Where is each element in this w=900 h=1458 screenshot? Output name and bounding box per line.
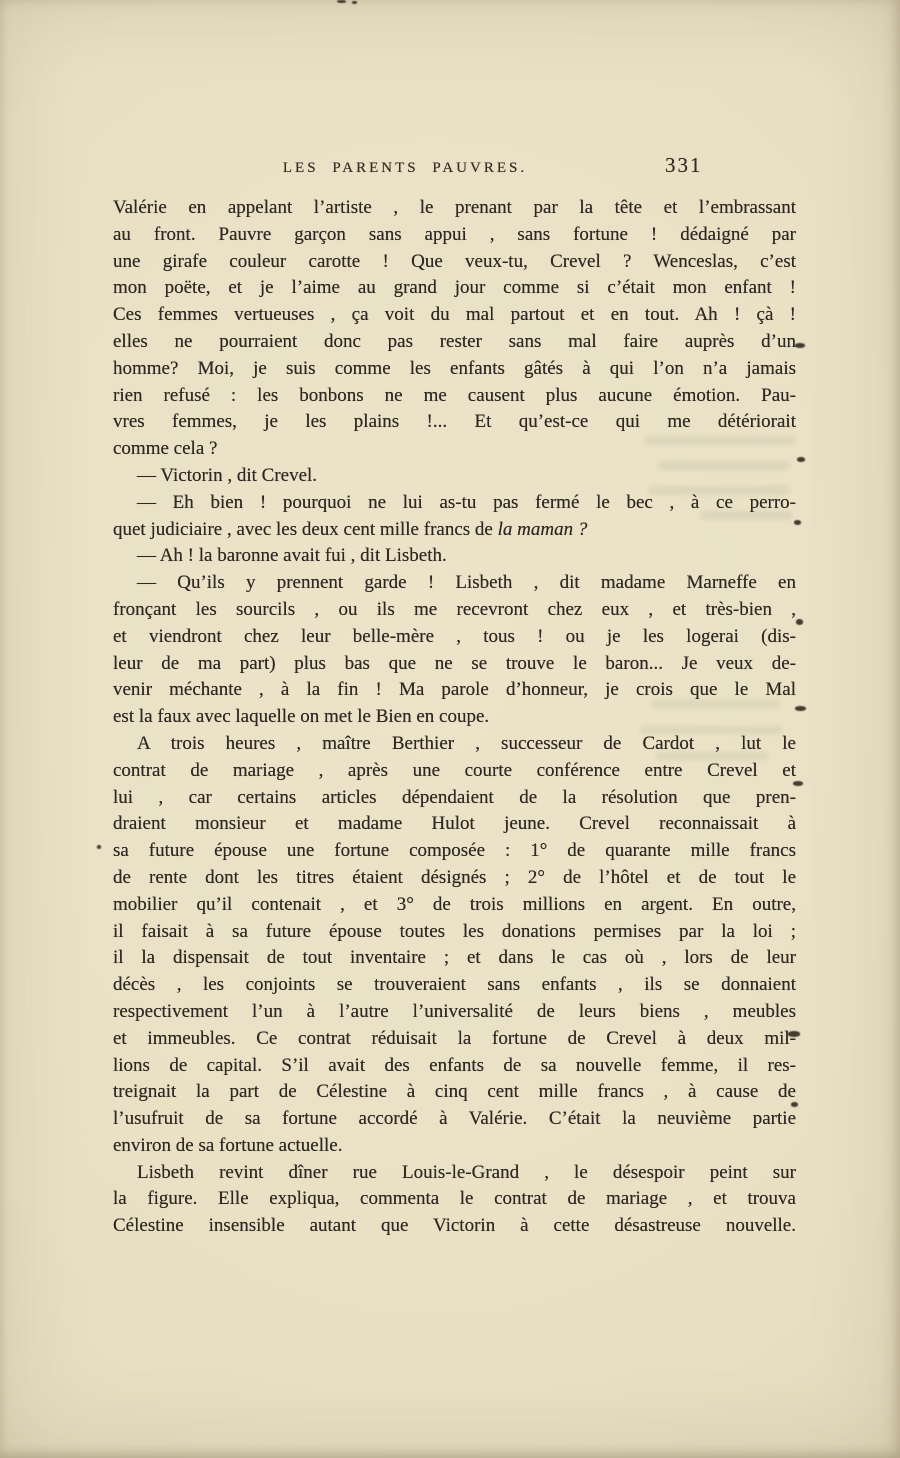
running-title: LES PARENTS PAUVRES. [282, 160, 528, 176]
text-line: leur de ma part) plus bas que ne se trouve le baron... Je veux de- [113, 652, 796, 674]
text-line: vres femmes, je les plains !... Et qu’est-ce qui me détériorait [113, 411, 796, 433]
page-body [113, 195, 796, 1240]
text-line: au front. Pauvre garçon sans appui , sans fortune ! dédaigné par [113, 223, 796, 245]
text-line: respectivement l’un à l’autre l’universalité de leurs biens , meubles [113, 1000, 796, 1022]
text-line: — Qu’ils y prennent garde ! Lisbeth , dit madame Marneffe en [137, 572, 796, 594]
text-line: mon poëte, et je l’aime au grand jour comme si c’était mon enfant ! [113, 277, 796, 299]
text-line: de rente dont les titres étaient désignés ; 2° de l’hôtel et de tout le [113, 866, 796, 888]
text-line: fronçant les sourcils , ou ils me recevront chez eux , et très-bien , [113, 598, 796, 620]
text-line: environ de sa fortune actuelle. [113, 1134, 343, 1156]
page-number: 331 [665, 153, 703, 177]
text-line: et viendront chez leur belle-mère , tous ! ou je les logerai (dis- [113, 625, 796, 647]
text-line: draient monsieur et madame Hulot jeune. Crevel reconnaissait à [113, 813, 796, 835]
text-line: sa future épouse une fortune composée : 1° de quarante mille francs [113, 840, 796, 862]
text-line: homme? Moi, je suis comme les enfants gâtés à qui l’on n’a jamais [113, 357, 796, 379]
text-line: l’usufruit de sa fortune accordé à Valérie. C’était la neuvième partie [113, 1108, 796, 1130]
text-line: comme cela ? [113, 438, 218, 460]
text-line: Célestine insensible autant que Victorin à cette désastreuse nouvelle. [113, 1215, 796, 1237]
text-line: — Ah ! la baronne avait fui , dit Lisbeth. [137, 545, 447, 567]
text-line: contrat de mariage , après une courte conférence entre Crevel et [113, 759, 796, 781]
text-line: lui , car certains articles dépendaient de la résolution que pren- [113, 786, 796, 808]
text-line: est la faux avec laquelle on met le Bien en coupe. [113, 706, 490, 728]
text-line: venir méchante , à la fin ! Ma parole d’honneur, je crois que le Mal [113, 679, 796, 701]
text-line: et immeubles. Ce contrat réduisait la fortune de Crevel à deux mil- [113, 1027, 796, 1049]
text-line: il faisait à sa future épouse toutes les donations permises par la loi ; [113, 920, 796, 942]
text-line: — Victorin , dit Crevel. [137, 464, 318, 486]
text-line: Valérie en appelant l’artiste , le prenant par la tête et l’embrassant [113, 197, 796, 218]
text-line: rien refusé : les bonbons ne me causent plus aucune émotion. Pau- [113, 384, 796, 406]
text-line: une girafe couleur carotte ! Que veux-tu, Crevel ? Wenceslas, c’est [113, 250, 796, 272]
text-line: il la dispensait de tout inventaire ; et dans le cas où , lors de leur [113, 947, 796, 969]
text-line: la figure. Elle expliqua, commenta le contrat de mariage , et trouva [113, 1188, 796, 1210]
text-line: A trois heures , maître Berthier , successeur de Cardot , lut le [137, 732, 796, 754]
text-line: Ces femmes vertueuses , ça voit du mal partout et en tout. Ah ! çà ! [113, 304, 796, 326]
page-header [113, 153, 796, 186]
text-line: — Eh bien ! pourquoi ne lui as-tu pas fermé le bec , à ce perro- [137, 491, 796, 513]
text-line: quet judiciaire , avec les deux cent mille francs de la maman ? [113, 518, 588, 540]
text-line: elles ne pourraient donc pas rester sans mal faire auprès d’un [113, 330, 796, 352]
text-line: Lisbeth revint dîner rue Louis-le-Grand , le désespoir peint sur [137, 1161, 796, 1183]
text-line: mobilier qu’il contenait , et 3° de trois millions en argent. En outre, [113, 893, 796, 915]
text-line: lions de capital. S’il avait des enfants de sa nouvelle femme, il res- [113, 1054, 796, 1076]
text-line: décès , les conjoints se trouveraient sans enfants , ils se donnaient [113, 974, 796, 996]
text-line: treignait la part de Célestine à cinq cent mille francs , à cause de [113, 1081, 796, 1103]
